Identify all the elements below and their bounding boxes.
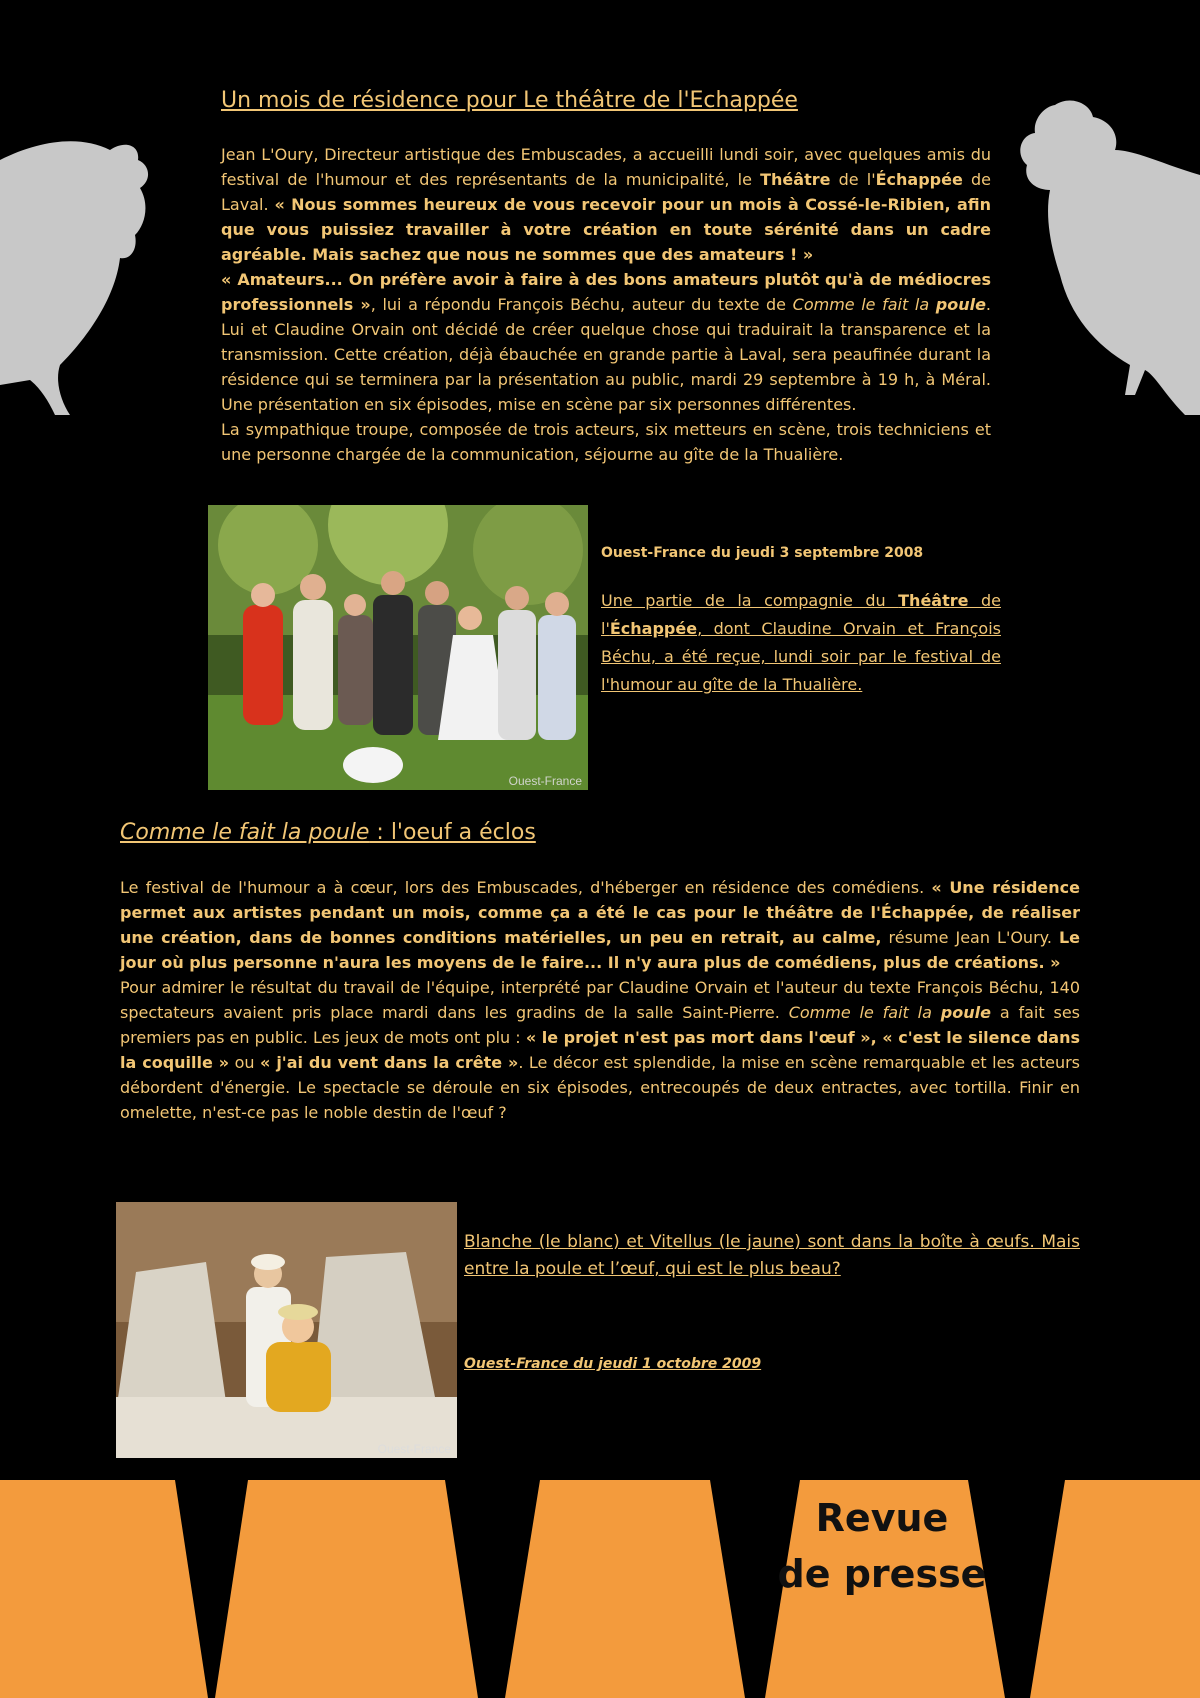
article-title: Un mois de résidence pour Le théâtre de l'Echappée	[221, 88, 798, 113]
troupe-photo-image	[208, 505, 588, 790]
text-bold: Théâtre	[760, 170, 831, 189]
photo-caption: Blanche (le blanc) et Vitellus (le jaune) sont dans la boîte à œufs. Mais entre la poule et l’œuf, qui est le plus beau?	[464, 1232, 1080, 1279]
hen-silhouette-left	[0, 130, 170, 420]
text: . Le décor est splendide, la mise en scène remarquable et les acteurs débordent d'énergie. Le spectacle se déroule en six épisodes, entrecoupés de deux entractes, avec tortilla. Finir en omelette, n'est-ce pas le noble destin de l'œuf ?	[120, 1053, 1081, 1122]
troupe-photo	[208, 505, 588, 790]
paragraph	[221, 142, 991, 267]
text: Une partie de la compagnie du	[601, 591, 899, 610]
text: de l'	[830, 170, 876, 189]
text-bold: Théâtre	[898, 591, 969, 610]
orange-banner	[0, 1480, 1200, 1698]
text: Le festival de l'humour a à cœur, lors des Embuscades, d'héberger en résidence des comédiens.	[120, 878, 932, 897]
text: Pour admirer le résultat du travail de l'équipe, interprété par Claudine Orvain et l'auteur du texte François Béchu, 140 spectateurs avaient pris place mardi dans les gradins de la salle Saint-Pierre.	[120, 978, 1080, 1022]
text: . Lui et Claudine Orvain ont décidé de créer quelque chose qui traduirait la transparence et la transmission. Cette création, déjà ébauchée en grande partie à Laval, sera peaufinée durant la résidence qui se terminera par la présentation au public, mardi 29 septembre à 19 h, à Méral. Une présentation en six épisodes, mise en scène par six personnes différentes.	[221, 295, 992, 414]
paragraph	[120, 875, 1080, 975]
article-oeuf	[120, 820, 1080, 1125]
text: de l'	[601, 591, 1001, 638]
title-line: de presse	[777, 1552, 987, 1596]
stage-photo-image	[116, 1202, 457, 1458]
play-title: Comme le fait la	[792, 295, 936, 314]
text: , lui a répondu François Béchu, auteur du texte de	[370, 295, 793, 314]
text: Jean L'Oury, Directeur artistique des Embuscades, a accueilli lundi soir, avec quelques amis du festival de l'humour et des représentants de la municipalité, le	[221, 145, 991, 189]
photo-credit: Ouest-France du jeudi 1 octobre 2009	[464, 1356, 762, 1372]
play-title-bold: poule	[940, 1003, 991, 1022]
play-title: Comme le fait la poule	[120, 820, 370, 845]
watermark: Ouest-France	[377, 1442, 451, 1456]
paragraph	[221, 417, 991, 467]
revue-de-presse-title	[762, 1490, 1002, 1602]
play-title-bold: poule	[935, 295, 986, 314]
text: résume Jean L'Oury.	[881, 928, 1059, 947]
paragraph	[221, 267, 991, 417]
photo-credit: Ouest-France du jeudi 3 septembre 2008	[601, 545, 924, 561]
text: , dont Claudine Orvain et François Béchu, a été reçue, lundi soir par le festival de l'humour au gîte de la Thualière.	[601, 619, 1001, 694]
text: : l'oeuf a éclos	[369, 820, 536, 845]
article-title	[120, 820, 1080, 845]
photo-caption	[601, 587, 1001, 699]
quote: « le projet n'est pas mort dans l'œuf », « c'est le silence dans la coquille »	[120, 1028, 1081, 1072]
quote: « j'ai du vent dans la crête »	[260, 1053, 519, 1072]
text-bold: Échappée	[609, 619, 698, 638]
quote: « Nous sommes heureux de vous recevoir pour un mois à Cossé-le-Ribien, afin que vous puissiez travailler à votre création en toute sérénité dans un cadre agréable. Mais sachez que nous ne sommes que des amateurs ! »	[221, 195, 991, 264]
title-line: Revue	[815, 1496, 949, 1540]
quote: « Amateurs... On préfère avoir à faire à des bons amateurs plutôt qu'à de médiocres professionnels »	[221, 270, 991, 314]
text: ou	[229, 1053, 261, 1072]
text: de Laval.	[221, 170, 992, 214]
paragraph	[120, 975, 1080, 1125]
hen-silhouette-right	[1015, 95, 1200, 435]
watermark: Ouest-France	[508, 774, 582, 788]
text: a fait ses premiers pas en public. Les jeux de mots ont plu :	[120, 1003, 1081, 1047]
article-body	[221, 142, 991, 467]
play-title: Comme le fait la	[788, 1003, 941, 1022]
stage-photo	[116, 1202, 457, 1458]
text-bold: Échappée	[875, 170, 963, 189]
quote: « Une résidence permet aux artistes pendant un mois, comme ça a été le cas pour le théâtre de l'Échappée, de réaliser une création, dans de bonnes conditions matérielles, un peu en retrait, au calme,	[120, 878, 1080, 947]
text: La sympathique troupe, composée de trois acteurs, six metteurs en scène, trois techniciens et une personne chargée de la communication, séjourne au gîte de la Thualière.	[221, 420, 991, 464]
quote: Le jour où plus personne n'aura les moyens de le faire... Il n'y aura plus de comédiens, plus de créations. »	[120, 928, 1080, 972]
